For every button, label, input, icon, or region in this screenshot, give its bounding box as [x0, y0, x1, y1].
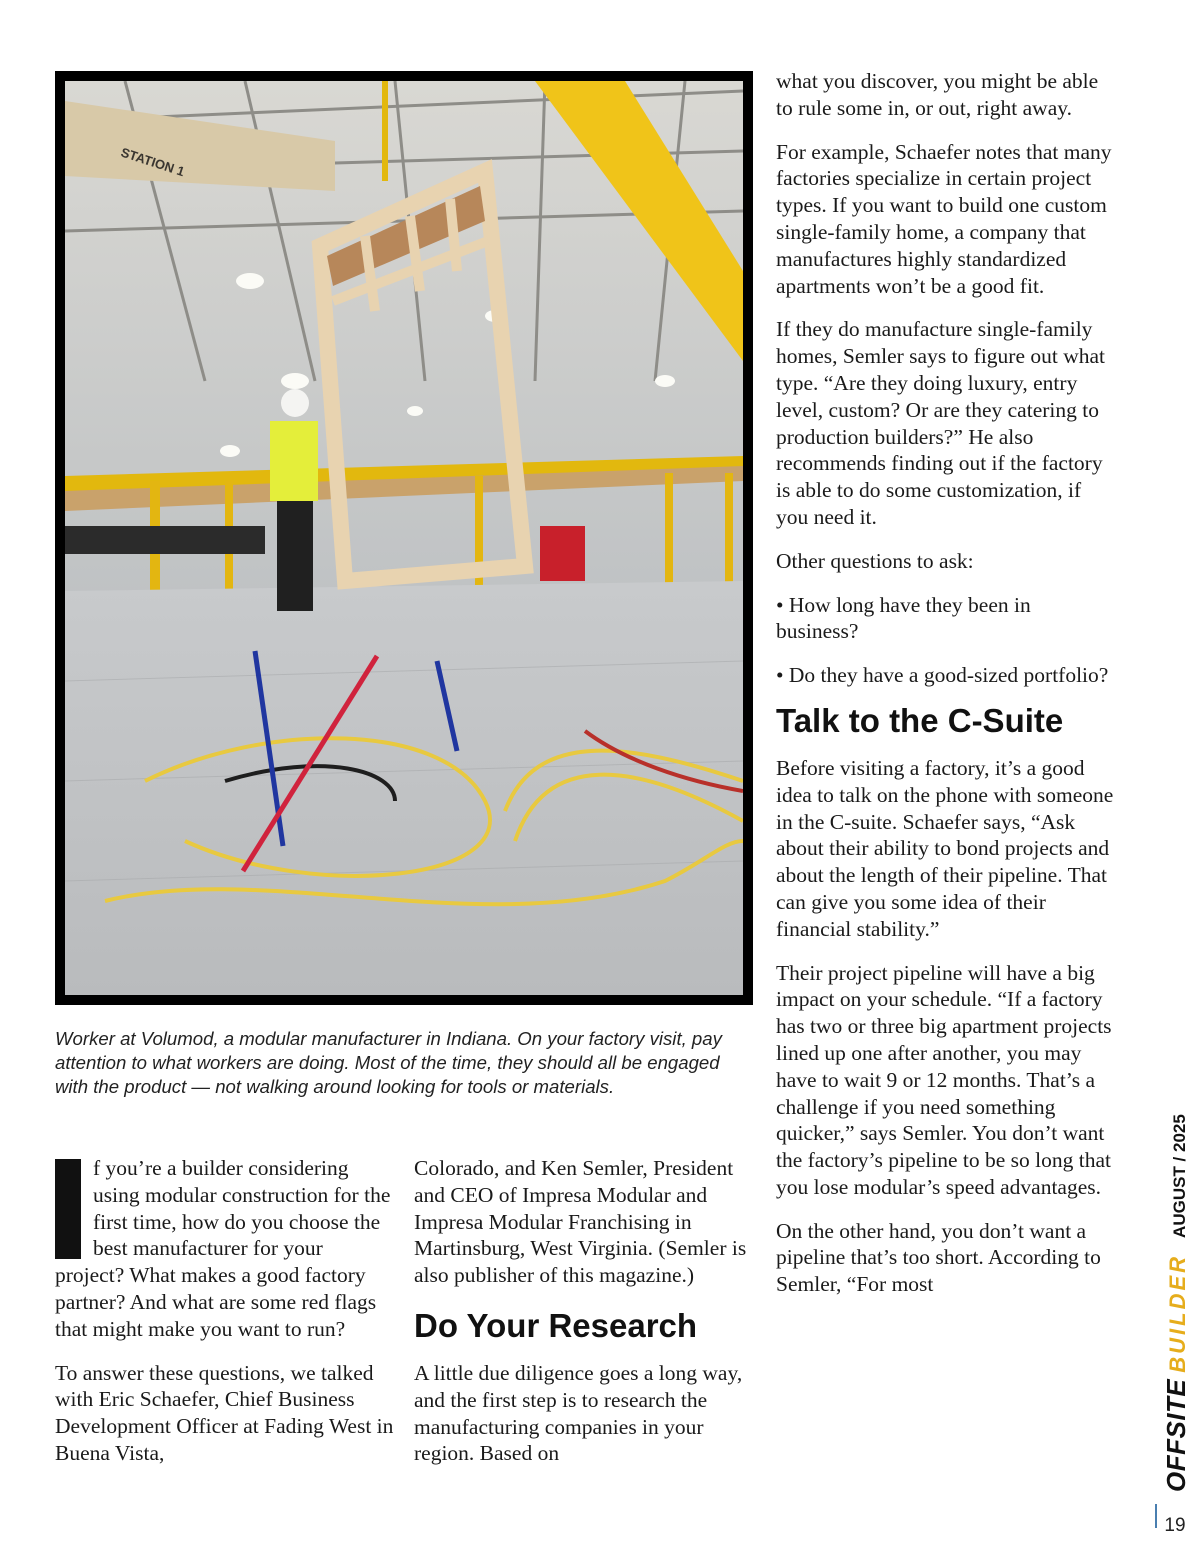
paragraph: To answer these questions, we talked with Eric Schaefer, Chief Business Development Officer at Fading West in Buena Vista,: [55, 1360, 394, 1465]
magazine-brand-builder: BUILDER: [1165, 1253, 1190, 1373]
bullet-item: • How long have they been in business?: [776, 592, 1031, 644]
station-sign: STATION 1: [119, 144, 187, 180]
photo-caption: Worker at Volumod, a modular manufacturer in Indiana. On your factory visit, pay attention to what workers are doing. Most of the time, they should all be engaged with the product — not walking around looking for tools or materials.: [55, 1028, 722, 1097]
article-column-1: [55, 1155, 395, 1484]
folio-sidebar: [1150, 1114, 1200, 1500]
magazine-brand-offsite: OFFSITE: [1161, 1378, 1191, 1492]
intro-paragraph: [55, 1155, 395, 1343]
paragraph: On the other hand, you don’t want a pipeline that’s too short. According to Semler, “For most: [776, 1218, 1101, 1297]
paragraph: Other questions to ask:: [776, 548, 974, 573]
section-heading-c-suite: Talk to the C-Suite: [776, 701, 1064, 739]
page-number: 19: [1164, 1515, 1186, 1536]
intro-text: f you’re a builder considering using modular construction for the first time, how do you choose the best manufacturer for your project? What makes a good factory partner? And what are some red flags that might make you want to run?: [55, 1156, 391, 1341]
bullet-item: • Do they have a good-sized portfolio?: [776, 663, 1109, 688]
paragraph: If they do manufacture single-family homes, Semler says to figure out what type. “Are they doing luxury, entry level, custom? Or are they catering to production builders?” He also recommends finding out if the factory is able to do some customization, if you need it.: [776, 317, 1106, 529]
section-heading-research: Do Your Research: [414, 1306, 698, 1344]
article-photo: [55, 71, 753, 1005]
issue-date: AUGUST / 2025: [1170, 1114, 1189, 1238]
article-column-2: [414, 1155, 754, 1484]
paragraph: Colorado, and Ken Semler, President and CEO of Impresa Modular and Impresa Modular Franchising in Martinsburg, West Virginia. (Semler is also publisher of this magazine.): [414, 1156, 747, 1288]
article-column-3: [776, 68, 1116, 1315]
paragraph: what you discover, you might be able to rule some in, or out, right away.: [776, 69, 1099, 120]
factory-photo-illustration: [65, 81, 743, 995]
paragraph: A little due diligence goes a long way, and the first step is to research the manufacturing companies in your region. Based on: [414, 1360, 743, 1466]
paragraph: Before visiting a factory, it’s a good idea to talk on the phone with someone in the C-suite. Schaefer says, “Ask about their ability to bond projects and about the length of their pipeline. That can give you some idea of their financial stability.”: [776, 755, 1114, 941]
paragraph: For example, Schaefer notes that many factories specialize in certain project types. If you want to build one custom single-family home, a company that manufactures highly standardized apartments won’t be a good fit.: [776, 139, 1112, 298]
folio-text: [1156, 1114, 1196, 1492]
paragraph: Their project pipeline will have a big impact on your schedule. “If a factory has two or three big apartment projects lined up one after another, you may have to wait 9 or 12 months. That’s a challenge if you need something quicker,” says Semler. You don’t want the factory’s pipeline to be so long that you lose modular’s speed advantages.: [776, 960, 1112, 1199]
drop-cap-i: [55, 1159, 81, 1259]
